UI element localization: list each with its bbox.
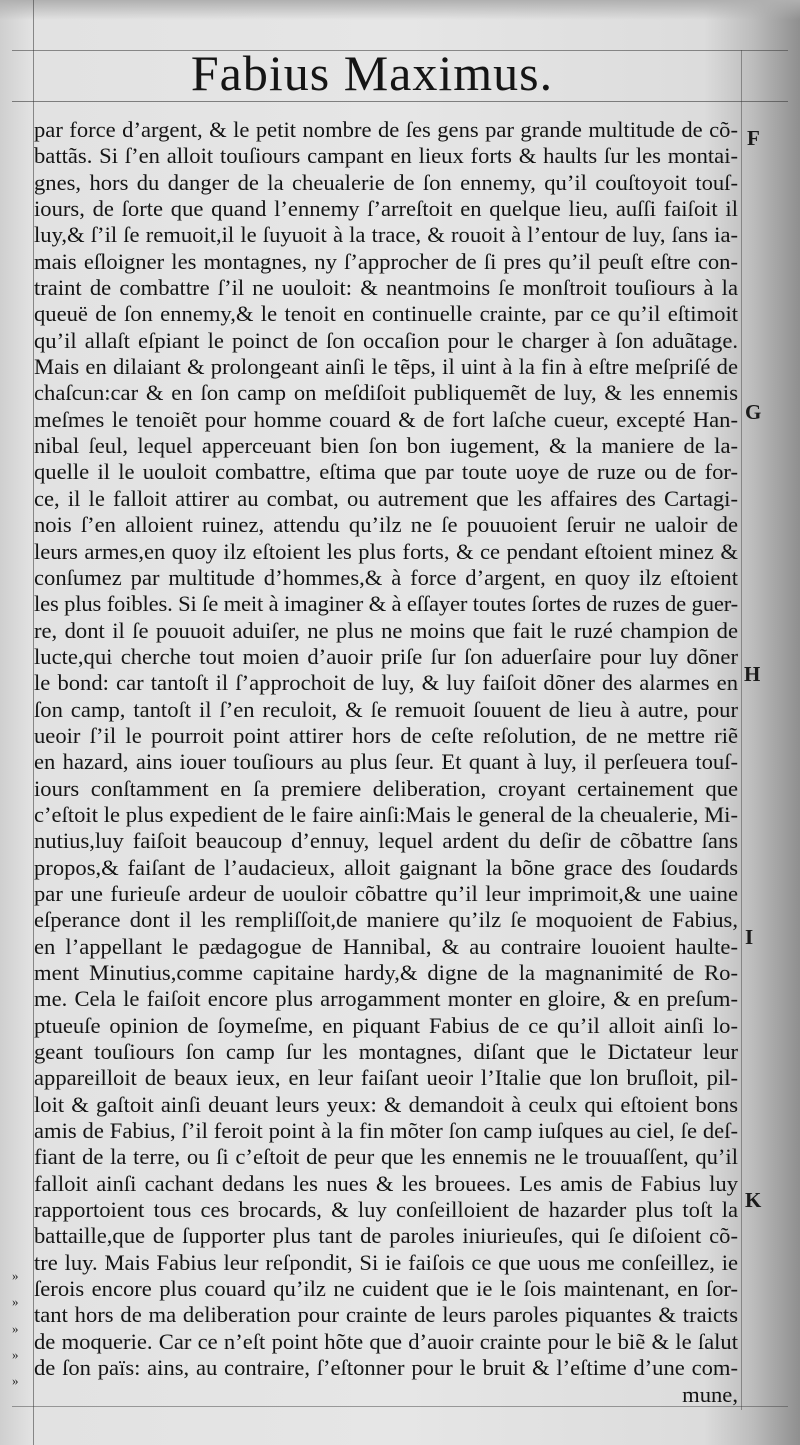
text-line: mais eſloigner les montagnes, ny ſ’approcher de ſi pres qu’il peuſt eſtre con- <box>34 248 738 274</box>
text-line: conſumez par multitude d’hommes,& à force d’argent, en quoy ilz eſtoient <box>34 564 738 590</box>
text-line: quelle il le uouloit combattre, eſtima que par toute uoye de ruze ou de for- <box>34 459 738 485</box>
text-line: nutius,luy faiſoit beaucoup d’ennuy, lequel ardent du deſir de cõbattre ſans <box>34 828 738 854</box>
text-line: me. Cela le faiſoit encore plus arrogamment monter en gloire, & en preſum- <box>34 986 738 1012</box>
text-line: eſperance dont il les rempliſſoit,de maniere qu’ilz ſe moquoient de Fabius, <box>34 907 738 933</box>
body-text <box>34 117 738 1408</box>
text-line: de ſon païs: ains, au contraire, ſ’eſtonner pour le bruit & l’eſtime d’une com- <box>34 1355 738 1381</box>
text-line: queuë de ſon ennemy,& le tenoit en continuelle crainte, par ce qu’il eſtimoit <box>34 301 738 327</box>
text-line: leurs armes,en quoy ilz eſtoient les plus forts, & ce pendant eſtoient minez & <box>34 538 738 564</box>
text-line: lucte,qui cherche tout moien d’auoir priſe ſur ſon aduerſaire pour luy dõner <box>34 643 738 669</box>
text-line: ce, il le falloit attirer au combat, ou autrement que les affaires des Cartagi- <box>34 485 738 511</box>
text-line: amis de Fabius, ſ’il feroit point à la fin mõter ſon camp iuſques au ciel, ſe deſ- <box>34 1118 738 1144</box>
margin-letter-i: I <box>745 925 754 949</box>
text-line: falloit ainſi cachant dedans les nues & les brouees. Les amis de Fabius luy <box>34 1170 738 1196</box>
text-line: ſerois encore plus couard qu’ilz ne cuident que ie le ſois maintenant, en ſor- <box>34 1276 738 1302</box>
quote-mark: » <box>12 1347 19 1363</box>
quote-mark: » <box>12 1373 19 1389</box>
text-line: propos,& faiſant de l’audacieux, alloit gaignant la bõne grace des ſoudards <box>34 854 738 880</box>
text-line: de moquerie. Car ce n’eſt point hõte que d’auoir crainte pour le biẽ & le ſalut <box>34 1328 738 1354</box>
text-line: re, dont il ſe pouuoit aduiſer, ne plus ne moins que fait le ruzé champion de <box>34 617 738 643</box>
text-line: geant touſiours ſon camp ſur les montagnes, diſant que le Dictateur leur <box>34 1039 738 1065</box>
page-top-shadow <box>0 0 800 20</box>
text-line: nibal ſeul, lequel apperceuant bien ſon bon iugement, & la maniere de la- <box>34 433 738 459</box>
text-line: qu’il allaſt eſpiant le poinct de ſon occaſion pour le charger à ſon aduãtage. <box>34 327 738 353</box>
text-line: luy,& ſ’il ſe remuoit,il le ſuyuoit à la trace, & rouoit à l’entour de luy, ſans ia- <box>34 222 738 248</box>
text-line: meſmes le tenoiẽt pour homme couard & de fort laſche cueur, excepté Han- <box>34 406 738 432</box>
text-line: tre luy. Mais Fabius leur reſpondit, Si ie faiſois ce que uous me conſeillez, ie <box>34 1249 738 1275</box>
text-line: nois ſ’en alloient ruinez, attendu qu’ilz ne ſe pouuoient ſeruir ne ualoir de <box>34 512 738 538</box>
text-line: en l’appellant le pædagogue de Hannibal, & au contraire louoient haulte- <box>34 933 738 959</box>
text-line: c’eſtoit le plus expedient de le faire ainſi:Mais le general de la cheualerie, Mi- <box>34 801 738 827</box>
text-line: iours conſtamment en ſa premiere deliberation, croyant certainement que <box>34 775 738 801</box>
margin-letter-g: G <box>745 400 762 424</box>
right-margin-rule <box>741 50 742 1410</box>
text-line: en hazard, ains iouer touſiours au plus ſeur. Et quant à luy, il perſeuera touſ- <box>34 749 738 775</box>
text-line: par une furieuſe ardeur de uouloir cõbattre qu’il leur imprimoit,& une uaine <box>34 880 738 906</box>
text-line: mune, <box>682 1381 738 1407</box>
text-line: loit & gaſtoit ainſi deuant leurs yeux: & demandoit à ceulx qui eſtoient bons <box>34 1091 738 1117</box>
text-line: ſon camp, tantoſt il ſ’en reculoit, & ſe remuoit ſouuent de lieu à autre, pour <box>34 696 738 722</box>
text-line: battãs. Si ſ’en alloit touſiours campant en lieux forts & haults ſur les montai- <box>34 143 738 169</box>
quote-mark: » <box>12 1294 19 1310</box>
margin-letter-f: F <box>747 126 760 150</box>
text-line: battaille,que de ſupporter plus tant de paroles iniurieuſes, qui ſe diſoient cõ- <box>34 1223 738 1249</box>
margin-letter-k: K <box>745 1188 762 1212</box>
text-line: ment Minutius,comme capitaine hardy,& digne de la magnanimité de Ro- <box>34 960 738 985</box>
quote-mark: » <box>12 1320 19 1336</box>
text-line: le bond: car tantoſt il ſ’approchoit de luy, & luy faiſoit dõner des alarmes en <box>34 670 738 696</box>
text-line: gnes, hors du danger de la cheualerie de ſon ennemy, qu’il couſtoyoit touſ- <box>34 169 738 195</box>
margin-letter-h: H <box>744 662 761 686</box>
text-line: fiant de la terre, ou ſi c’eſtoit de peur que les ennemis ne le trouuaſſent, qu’il <box>34 1144 738 1170</box>
quote-mark: » <box>12 1268 19 1283</box>
text-line: traint de combattre ſ’il ne uouloit: & neantmoins ſe monſtroit touſiours à la <box>34 275 738 301</box>
text-line: iours, de ſorte que quand l’ennemy ſ’arreſtoit en quelque lieu, auſſi faiſoit il <box>34 196 738 222</box>
running-head: Fabius Maximus. <box>190 45 554 101</box>
text-line: ueoir ſ’il le pourroit point attirer hors de ceſte reſolution, de ne mettre riẽ <box>34 722 738 748</box>
text-line: rapportoient tous ces brocards, & luy conſeilloient de hazarder plus toſt la <box>34 1197 738 1223</box>
text-line: tant hors de ma deliberation pour crainte de leurs paroles piquantes & traicts <box>34 1302 738 1328</box>
text-line: les plus foibles. Si ſe meit à imaginer & à eſſayer toutes ſortes de ruzes de guer- <box>34 591 738 617</box>
text-line: ptueuſe opinion de ſoymeſme, en piquant Fabius de ce qu’il alloit ainſi lo- <box>34 1012 738 1038</box>
quotation-margin-marks <box>12 1263 30 1395</box>
text-line: Mais en dilaiant & prolongeant ainſi le tẽps, il uint à la fin à eſtre meſpriſé de <box>34 354 738 380</box>
text-line: appareilloit de beaux ieux, en leur faiſant ueoir l’Italie que lon bruſloit, pil- <box>34 1065 738 1091</box>
text-line: chaſcun:car & en ſon camp on meſdiſoit publiquemẽt de luy, & les ennemis <box>34 380 738 406</box>
text-line: par force d’argent, & le petit nombre de ſes gens par grande multitude de cõ- <box>34 117 738 142</box>
